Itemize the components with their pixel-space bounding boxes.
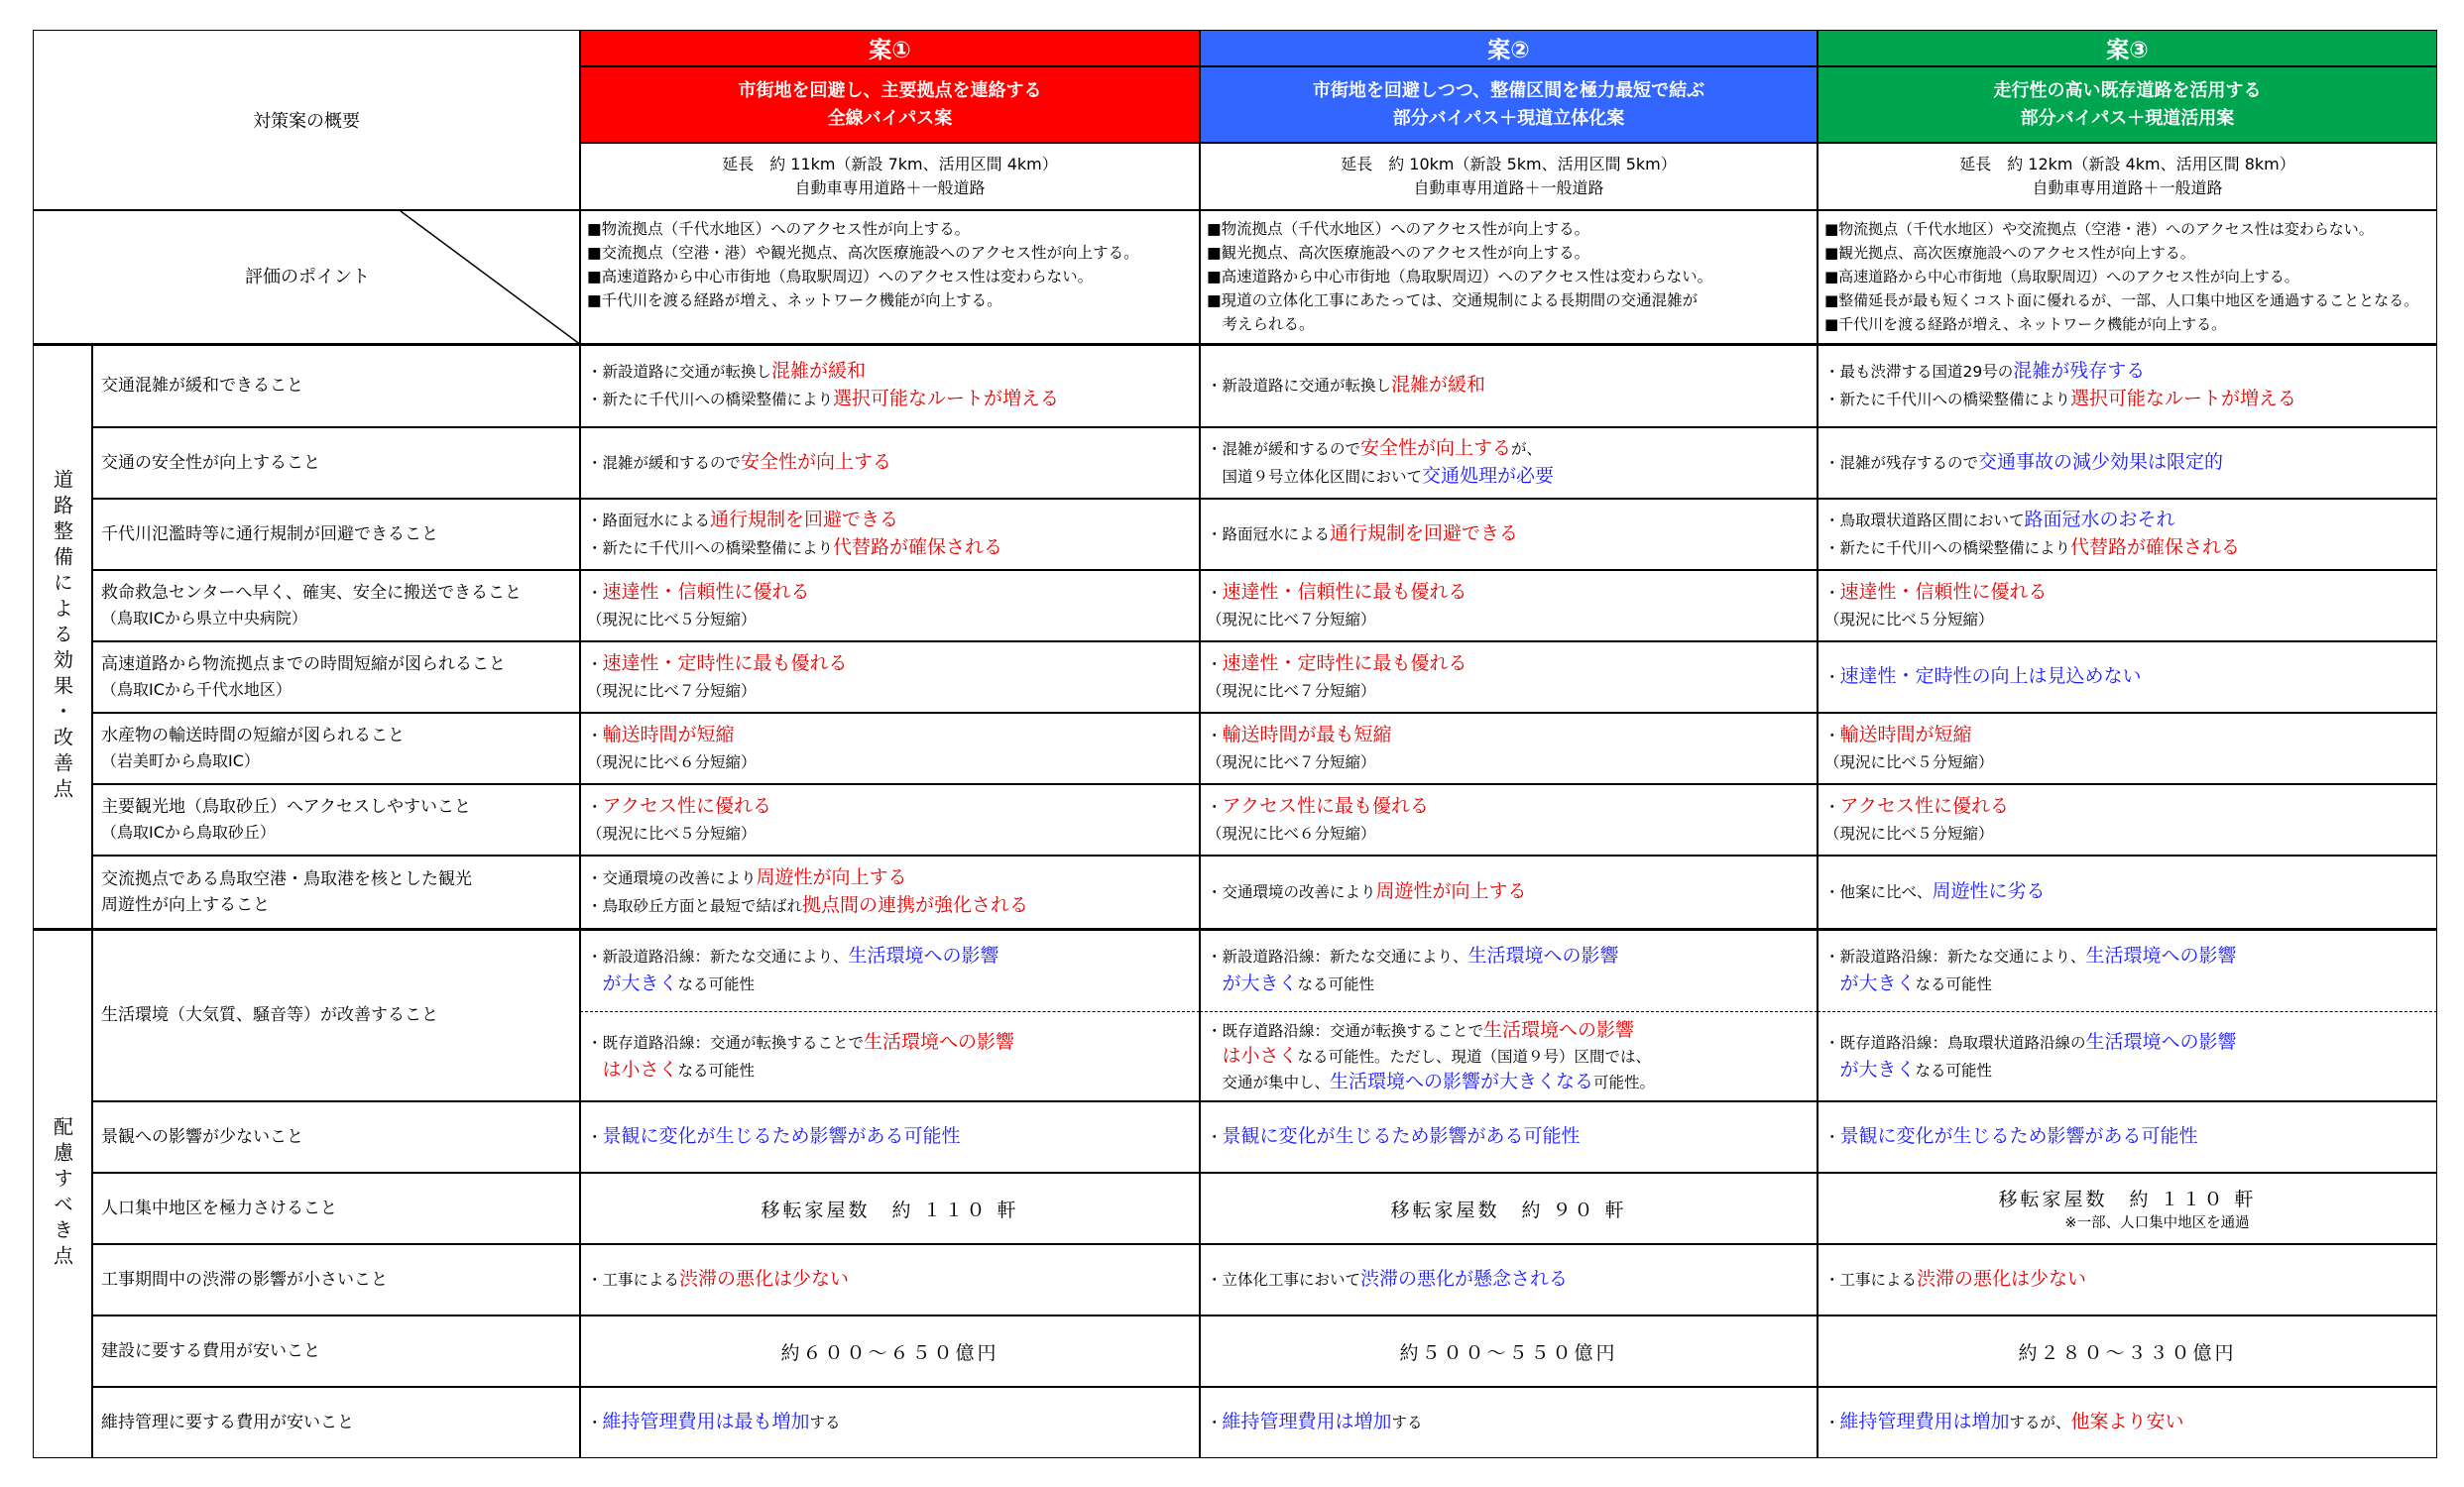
evaluation-text: は小さく	[602, 1058, 678, 1081]
option1-point: ■物流拠点（千代水地区）へのアクセス性が向上する。	[587, 220, 971, 238]
evaluation-text: 交通事故の減少効果は限定的	[1978, 451, 2224, 473]
evaluation-text: ・既存道路沿線：鳥取環状道路沿線の	[1824, 1033, 2086, 1052]
env-existing-road-cell	[580, 1012, 1200, 1101]
evaluation-text: 混雑が残存する	[2013, 360, 2146, 382]
evaluation-text	[587, 1062, 603, 1080]
env-new-road-cell	[1818, 929, 2437, 1012]
option2-point: 考えられる。	[1207, 315, 1315, 333]
option1-length-text: 延長 約 11km（新設 7km、活用区間 4km）	[722, 155, 1058, 173]
item-row	[92, 570, 580, 641]
item-row	[92, 856, 580, 929]
evaluation-cell	[580, 344, 1200, 427]
evaluation-text: 路面冠水のおそれ	[2024, 509, 2175, 530]
evaluation-text	[587, 975, 603, 993]
evaluation-text: 速達性・信頼性に最も優れる	[1222, 580, 1467, 603]
relocation-count: 移転家屋数 約 １１０ 軒	[1998, 1189, 2257, 1210]
option1-length	[580, 143, 1200, 210]
evaluation-text: 渋滞の悪化が懸念される	[1360, 1268, 1569, 1290]
evaluation-text: ・	[1207, 797, 1223, 816]
item-label: 救命救急センターへ早く、確実、安全に搬送できること	[101, 583, 522, 603]
evaluation-text: ・混雑が緩和するので	[587, 454, 742, 472]
option3-point: ■観光拠点、高次医療施設へのアクセス性が向上する。	[1824, 244, 2195, 262]
evaluation-text: ・	[1207, 583, 1223, 602]
item-label: 千代川氾濫時等に通行規制が回避できること	[101, 524, 438, 544]
evaluation-text: ・	[1824, 668, 1840, 686]
evaluation-text: ・新設道路沿線：新たな交通により、	[1207, 948, 1468, 966]
evaluation-cell	[1818, 427, 2437, 499]
maintenance-cell	[1200, 1387, 1818, 1458]
evaluation-text: ・鳥取砂丘方面と最短で結ばれ	[587, 897, 803, 915]
evaluation-text: 速達性・信頼性に優れる	[1839, 580, 2048, 603]
evaluation-text: ・新設道路沿線：新たな交通により、	[1824, 948, 2086, 966]
evaluation-text: 周遊性に劣る	[1932, 880, 2046, 902]
evaluation-cell	[1200, 570, 1818, 641]
item-label: 交流拠点である鳥取空港・鳥取港を核とした観光	[101, 869, 472, 889]
evaluation-text: ・	[1824, 797, 1840, 816]
evaluation-text: 拠点間の連携が強化される	[802, 894, 1029, 916]
option1-road-type: 自動車専用道路＋一般道路	[794, 178, 986, 197]
evaluation-text: ・交通環境の改善により	[587, 869, 757, 887]
evaluation-text: ・新たに千代川への橋梁整備により	[587, 391, 834, 408]
category-considerations-text: 配慮すべき点	[50, 1116, 74, 1271]
option1-subtitle-line2: 全線バイパス案	[827, 107, 953, 129]
evaluation-cell	[1200, 641, 1818, 713]
evaluation-text: （現況に比べ５分短縮）	[587, 610, 757, 629]
item-label: 高速道路から物流拠点までの時間短縮が図られること	[101, 654, 506, 674]
evaluation-text: 景観に変化が生じるため影響がある可能性	[602, 1125, 961, 1147]
evaluation-text: （現況に比べ５分短縮）	[1824, 610, 1994, 629]
evaluation-cell	[1200, 499, 1818, 570]
option3-point: ■千代川を渡る経路が増え、ネットワーク機能が向上する。	[1824, 315, 2227, 333]
evaluation-text: 交通処理が必要	[1422, 465, 1555, 487]
item-row	[92, 1244, 580, 1315]
option1-title-text: 案①	[869, 38, 911, 63]
option2-point: ■高速道路から中心市街地（鳥取駅周辺）へのアクセス性は変わらない。	[1207, 268, 1713, 286]
points-label-cell	[33, 210, 580, 344]
evaluation-text: 輸送時間が短縮	[602, 723, 735, 745]
option1-point: ■交流拠点（空港・港）や観光拠点、高次医療施設へのアクセス性が向上する。	[587, 244, 1139, 262]
option2-points	[1200, 210, 1818, 344]
evaluation-text: 速達性・定時性に最も優れる	[602, 651, 848, 674]
item-row	[92, 641, 580, 713]
env-new-road-cell	[1200, 929, 1818, 1012]
env-existing-road-cell	[1818, 1012, 2437, 1101]
item-sublabel: （鳥取ICから千代水地区）	[101, 680, 292, 699]
option3-point: ■整備延長が最も短くコスト面に優れるが、一部、人口集中地区を通過することとなる。	[1824, 291, 2419, 309]
evaluation-text: ・既存道路沿線：交通が転換することで	[587, 1033, 865, 1052]
evaluation-cell	[580, 570, 1200, 641]
evaluation-text: 景観に変化が生じるため影響がある可能性	[1222, 1125, 1581, 1147]
evaluation-cell	[580, 784, 1200, 856]
evaluation-cell	[1818, 570, 2437, 641]
cost-value: 約６００～６５０億円	[780, 1341, 999, 1364]
evaluation-text: 安全性が向上する	[1360, 437, 1512, 459]
evaluation-text: ・新設道路に交通が転換し	[587, 363, 772, 381]
overview-label-cell	[33, 30, 580, 210]
evaluation-text: が大きく	[1222, 972, 1298, 994]
evaluation-cell	[580, 713, 1200, 784]
evaluation-text: 速達性・定時性に最も優れる	[1222, 651, 1467, 674]
evaluation-cell	[1818, 713, 2437, 784]
cost-value: 約５００～５５０億円	[1399, 1341, 1618, 1364]
option2-title	[1200, 30, 1818, 66]
evaluation-text: ・新たに千代川への橋梁整備により	[587, 539, 834, 557]
option2-subtitle-line1: 市街地を回避しつつ、整備区間を極力最短で結ぶ	[1312, 79, 1705, 101]
evaluation-text: ・	[587, 1414, 603, 1431]
evaluation-text: なる可能性	[677, 975, 756, 993]
option3-subtitle-line1: 走行性の高い既存道路を活用する	[1993, 79, 2262, 101]
evaluation-text: アクセス性に優れる	[1839, 794, 2009, 817]
evaluation-text: ・	[587, 797, 603, 816]
option1-subtitle-line1: 市街地を回避し、主要拠点を連絡する	[738, 79, 1042, 101]
evaluation-text: 代替路が確保される	[833, 536, 1003, 558]
item-sublabel: 周遊性が向上すること	[101, 895, 270, 915]
env-existing-road-cell	[1200, 1012, 1818, 1101]
evaluation-text: ・	[1824, 1128, 1840, 1146]
section-divider	[33, 928, 2437, 931]
evaluation-text: ・混雑が残存するので	[1824, 454, 1979, 472]
env-new-road-cell	[580, 929, 1200, 1012]
evaluation-text: ・新設道路に交通が転換し	[1207, 377, 1392, 395]
evaluation-text: ・	[587, 654, 603, 673]
item-label: 工事期間中の渋滞の影響が小さいこと	[101, 1270, 388, 1290]
relocation-count: 移転家屋数 約 １１０ 軒	[761, 1199, 1019, 1221]
evaluation-text: ・工事による	[1824, 1271, 1918, 1289]
evaluation-text: （現況に比べ５分短縮）	[1824, 752, 1994, 771]
evaluation-text: なる可能性	[1915, 975, 1993, 993]
evaluation-text: ・鳥取環状道路区間において	[1824, 512, 2025, 529]
evaluation-cell	[1200, 713, 1818, 784]
item-row	[92, 1101, 580, 1173]
cost-cell	[1200, 1315, 1818, 1387]
evaluation-text	[1824, 975, 1840, 993]
evaluation-text: なる可能性	[1915, 1061, 1993, 1080]
evaluation-text: ・新たに千代川への橋梁整備により	[1824, 539, 2071, 557]
evaluation-text: ・既存道路沿線：交通が転換することで	[1207, 1021, 1484, 1040]
item-label: 交通混雑が緩和できること	[101, 376, 303, 396]
evaluation-text: 維持管理費用は最も増加	[602, 1411, 810, 1432]
overview-label: 対策案の概要	[253, 111, 360, 132]
option3-points	[1818, 210, 2437, 344]
option2-point: ■物流拠点（千代水地区）へのアクセス性が向上する。	[1207, 220, 1590, 238]
evaluation-text: ・交通環境の改善により	[1207, 883, 1376, 901]
item-row	[92, 929, 580, 1101]
evaluation-text: 周遊性が向上する	[1375, 880, 1527, 902]
evaluation-text: する	[809, 1414, 841, 1431]
relocation-cell	[1818, 1173, 2437, 1244]
evaluation-text: ・路面冠水による	[1207, 525, 1331, 543]
evaluation-text: （現況に比べ５分短縮）	[1824, 824, 1994, 843]
evaluation-text: が大きく	[1839, 972, 1916, 994]
evaluation-cell	[1818, 784, 2437, 856]
evaluation-text: アクセス性に優れる	[602, 794, 771, 817]
option3-point: ■高速道路から中心市街地（鳥取駅周辺）へのアクセス性が向上する。	[1824, 268, 2299, 286]
evaluation-text: 生活環境への影響	[1467, 945, 1619, 967]
evaluation-text: ・立体化工事において	[1207, 1271, 1361, 1289]
evaluation-text: が大きく	[1839, 1058, 1916, 1081]
evaluation-text: ・	[1824, 1414, 1840, 1431]
option3-point: ■物流拠点（千代水地区）や交流拠点（空港・港）へのアクセス性は変わらない。	[1824, 220, 2374, 238]
relocation-note: ※一部、人口集中地区を通過	[2064, 1215, 2250, 1231]
evaluation-cell	[1200, 344, 1818, 427]
item-label: 景観への影響が少ないこと	[101, 1127, 303, 1147]
evaluation-text: 渋滞の悪化は少ない	[1917, 1268, 2087, 1290]
evaluation-text: 他案より安い	[2070, 1411, 2184, 1432]
construction-cell	[1818, 1244, 2437, 1315]
evaluation-text: するが、	[2009, 1414, 2071, 1431]
option2-road-type: 自動車専用道路＋一般道路	[1413, 178, 1604, 197]
evaluation-text: 維持管理費用は増加	[1839, 1411, 2010, 1432]
evaluation-text: 速達性・信頼性に優れる	[602, 580, 810, 603]
comparison-table	[33, 30, 2437, 1458]
item-label: 建設に要する費用が安いこと	[101, 1341, 320, 1361]
option2-point: ■現道の立体化工事にあたっては、交通規制による長期間の交通混雑が	[1207, 291, 1699, 309]
relocation-cell	[580, 1173, 1200, 1244]
relocation-count: 移転家屋数 約 ９０ 軒	[1390, 1199, 1627, 1221]
evaluation-text: 生活環境への影響	[848, 945, 999, 967]
item-sublabel: （岩美町から鳥取IC）	[101, 751, 260, 770]
evaluation-text: ・他案に比べ、	[1824, 883, 1933, 901]
evaluation-text: ・	[1207, 1128, 1223, 1146]
cost-value: 約２８０～３３０億円	[2018, 1341, 2237, 1364]
evaluation-text: 通行規制を回避できる	[710, 509, 899, 530]
evaluation-text: ・新たに千代川への橋梁整備により	[1824, 391, 2071, 408]
points-label: 評価のポイント	[245, 267, 370, 287]
item-row	[92, 1315, 580, 1387]
evaluation-text: ・	[1207, 1414, 1223, 1431]
evaluation-text	[1824, 1062, 1840, 1080]
evaluation-cell	[580, 856, 1200, 929]
landscape-cell	[580, 1101, 1200, 1173]
landscape-cell	[1200, 1101, 1818, 1173]
item-row	[92, 713, 580, 784]
option3-title	[1818, 30, 2437, 66]
option1-subtitle	[580, 66, 1200, 143]
evaluation-text: 生活環境への影響	[2085, 1030, 2237, 1053]
evaluation-text: ・混雑が緩和するので	[1207, 440, 1361, 458]
evaluation-text: ・	[587, 583, 603, 602]
item-label: 水産物の輸送時間の短縮が図られること	[101, 726, 405, 745]
evaluation-text: （現況に比べ７分短縮）	[1207, 681, 1376, 700]
evaluation-text: なる可能性	[1297, 975, 1375, 993]
option3-title-text: 案③	[2106, 38, 2149, 63]
item-label: 主要観光地（鳥取砂丘）へアクセスしやすいこと	[101, 797, 471, 817]
evaluation-text: （現況に比べ７分短縮）	[1207, 610, 1376, 629]
evaluation-text	[1207, 975, 1223, 993]
evaluation-text: 混雑が緩和	[1391, 374, 1486, 396]
category-road-effects	[33, 344, 92, 929]
evaluation-cell	[1818, 856, 2437, 929]
option2-subtitle	[1200, 66, 1818, 143]
item-row	[92, 1173, 580, 1244]
evaluation-cell	[1200, 856, 1818, 929]
evaluation-text: 選択可能なルートが増える	[833, 388, 1060, 409]
evaluation-text: （現況に比べ６分短縮）	[587, 752, 757, 771]
item-sublabel: （鳥取ICから鳥取砂丘）	[101, 823, 276, 842]
evaluation-cell	[1818, 641, 2437, 713]
item-label: 交通の安全性が向上すること	[101, 453, 320, 473]
evaluation-text: （現況に比べ７分短縮）	[1207, 752, 1376, 771]
evaluation-text: 輸送時間が最も短縮	[1222, 723, 1392, 745]
option3-subtitle-line2: 部分バイパス＋現道活用案	[2020, 107, 2235, 129]
item-label: 生活環境（大気質、騒音等）が改善すること	[101, 1005, 438, 1025]
evaluation-text: 周遊性が向上する	[756, 866, 907, 888]
option2-title-text: 案②	[1487, 38, 1530, 63]
item-row	[92, 1387, 580, 1458]
item-label: 維持管理に要する費用が安いこと	[101, 1413, 354, 1432]
evaluation-text: 生活環境への影響が大きくなる	[1330, 1070, 1594, 1092]
evaluation-cell	[1818, 344, 2437, 427]
evaluation-text	[1207, 1048, 1223, 1066]
option1-point: ■高速道路から中心市街地（鳥取駅周辺）へのアクセス性は変わらない。	[587, 268, 1094, 286]
category-road-effects-text: 道路整備による効果・改善点	[50, 469, 74, 804]
evaluation-text: なる可能性。ただし、現道（国道９号）区間では、	[1297, 1047, 1652, 1066]
evaluation-text: が、	[1511, 440, 1543, 458]
cost-cell	[580, 1315, 1200, 1387]
evaluation-cell	[580, 641, 1200, 713]
evaluation-text: 輸送時間が短縮	[1839, 723, 1972, 745]
evaluation-text: 交通が集中し、	[1207, 1073, 1331, 1091]
evaluation-text: ・	[1824, 726, 1840, 744]
evaluation-text: ・最も渋滞する国道29号の	[1824, 363, 2014, 381]
relocation-cell	[1200, 1173, 1818, 1244]
evaluation-cell	[1200, 784, 1818, 856]
evaluation-cell	[580, 427, 1200, 499]
evaluation-text: （現況に比べ５分短縮）	[587, 824, 757, 843]
category-considerations	[33, 929, 92, 1458]
option3-road-type: 自動車専用道路＋一般道路	[2032, 178, 2223, 197]
option3-length-text: 延長 約 12km（新設 4km、活用区間 8km）	[1959, 155, 2295, 173]
evaluation-text: （現況に比べ７分短縮）	[587, 681, 757, 700]
evaluation-text: 可能性。	[1593, 1073, 1656, 1091]
evaluation-text: 国道９号立体化区間において	[1207, 468, 1423, 486]
evaluation-text: 生活環境への影響	[2085, 945, 2237, 967]
evaluation-text: 代替路が確保される	[2070, 536, 2241, 558]
evaluation-text: 速達性・定時性の向上は見込めない	[1839, 665, 2142, 687]
item-row	[92, 499, 580, 570]
evaluation-text: ・	[1824, 583, 1840, 602]
construction-cell	[1200, 1244, 1818, 1315]
evaluation-text: 渋滞の悪化は少ない	[679, 1268, 850, 1290]
evaluation-text: なる可能性	[677, 1061, 756, 1080]
evaluation-text: ・	[587, 1128, 603, 1146]
option1-points	[580, 210, 1200, 344]
evaluation-text: アクセス性に最も優れる	[1222, 794, 1429, 817]
item-row	[92, 344, 580, 427]
item-row	[92, 784, 580, 856]
evaluation-text: （現況に比べ６分短縮）	[1207, 824, 1376, 843]
maintenance-cell	[1818, 1387, 2437, 1458]
option2-subtitle-line2: 部分バイパス＋現道立体化案	[1392, 107, 1625, 129]
evaluation-cell	[580, 499, 1200, 570]
option1-point: ■千代川を渡る経路が増え、ネットワーク機能が向上する。	[587, 291, 1002, 309]
evaluation-text: 通行規制を回避できる	[1330, 522, 1519, 544]
maintenance-cell	[580, 1387, 1200, 1458]
item-label: 人口集中地区を極力さけること	[101, 1199, 337, 1218]
option1-title	[580, 30, 1200, 66]
evaluation-text: 安全性が向上する	[741, 451, 892, 473]
landscape-cell	[1818, 1101, 2437, 1173]
evaluation-cell	[1200, 427, 1818, 499]
option3-subtitle	[1818, 66, 2437, 143]
evaluation-text: ・	[1207, 726, 1223, 744]
item-row	[92, 427, 580, 499]
evaluation-text: が大きく	[602, 972, 678, 994]
evaluation-text: ・工事による	[587, 1271, 680, 1289]
evaluation-text: 選択可能なルートが増える	[2070, 388, 2297, 409]
cost-cell	[1818, 1315, 2437, 1387]
evaluation-text: ・	[587, 726, 603, 744]
option2-point: ■観光拠点、高次医療施設へのアクセス性が向上する。	[1207, 244, 1590, 262]
evaluation-text: する	[1391, 1414, 1423, 1431]
evaluation-text: 生活環境への影響	[1483, 1018, 1635, 1041]
option3-length	[1818, 143, 2437, 210]
evaluation-text: ・新設道路沿線：新たな交通により、	[587, 948, 849, 966]
section-divider	[33, 343, 2437, 346]
evaluation-text: ・	[1207, 654, 1223, 673]
evaluation-text: は小さく	[1222, 1044, 1298, 1067]
evaluation-cell	[1818, 499, 2437, 570]
construction-cell	[580, 1244, 1200, 1315]
evaluation-text: 生活環境への影響	[864, 1030, 1015, 1053]
evaluation-text: 混雑が緩和	[771, 360, 867, 382]
option2-length-text: 延長 約 10km（新設 5km、活用区間 5km）	[1341, 155, 1677, 173]
item-sublabel: （鳥取ICから県立中央病院）	[101, 609, 307, 628]
option2-length	[1200, 143, 1818, 210]
evaluation-text: ・路面冠水による	[587, 512, 711, 529]
evaluation-text: 景観に変化が生じるため影響がある可能性	[1839, 1125, 2198, 1147]
evaluation-text: 維持管理費用は増加	[1222, 1411, 1392, 1432]
